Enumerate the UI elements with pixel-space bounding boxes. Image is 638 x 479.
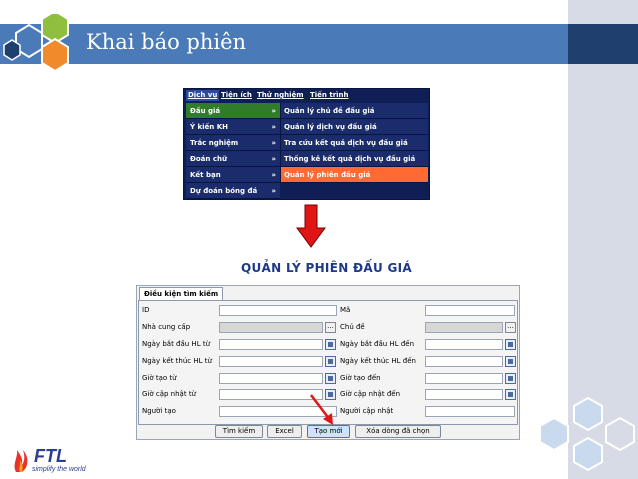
end-to-field[interactable]: [425, 356, 503, 367]
form-title: QUẢN LÝ PHIÊN ĐẤU GIÁ: [241, 261, 412, 275]
label-provider: Nhà cung cấp: [142, 323, 191, 331]
menu-item-du-doan-bong-da[interactable]: [186, 183, 280, 199]
slide-title: Khai báo phiên: [86, 30, 247, 54]
menu-item-label: Dự đoán bóng đá: [190, 187, 258, 195]
submenu-item-quan-ly-dich-vu[interactable]: Quản lý dịch vụ đấu giá: [280, 119, 428, 135]
ftl-logo: [10, 438, 102, 474]
hex-decor-icon: [536, 392, 638, 479]
start-from-field[interactable]: [219, 339, 323, 350]
menu-tab-tien-trinh[interactable]: Tiến trình: [310, 91, 349, 99]
menu-top-bar: [184, 89, 429, 102]
title-bar-accent: [568, 24, 638, 64]
label-creator: Người tạo: [142, 407, 176, 415]
label-code: Mã: [340, 306, 351, 314]
down-arrow-icon: [296, 204, 326, 248]
label-id: ID: [142, 306, 150, 314]
excel-button[interactable]: Excel: [267, 425, 302, 438]
chevron-right-icon: »: [271, 107, 276, 115]
calendar-icon[interactable]: [505, 356, 516, 367]
label-end-from: Ngày kết thúc HL từ: [142, 357, 212, 365]
delete-selected-button[interactable]: Xóa dòng đã chọn: [355, 425, 441, 438]
calendar-icon[interactable]: [325, 339, 336, 350]
label-created-from: Giờ tạo từ: [142, 374, 177, 382]
label-updater: Người cập nhật: [340, 407, 394, 415]
menu-item-label: Kết bạn: [190, 171, 221, 179]
svg-text:simplify the world: simplify the world: [32, 466, 86, 473]
label-updated-to: Giờ cập nhật đến: [340, 390, 401, 398]
topic-picker-button[interactable]: ...: [505, 322, 516, 333]
chevron-right-icon: »: [271, 187, 276, 195]
label-created-to: Giờ tạo đến: [340, 374, 381, 382]
provider-field[interactable]: [219, 322, 323, 333]
menu-tab-tien-ich[interactable]: Tiện ích: [221, 91, 252, 99]
menu-item-label: Ý kiến KH: [190, 123, 229, 131]
calendar-icon[interactable]: [505, 339, 516, 350]
created-to-field[interactable]: [425, 373, 503, 384]
menu-item-label: Đoán chữ: [190, 155, 227, 163]
menu-item-y-kien-kh[interactable]: [186, 119, 280, 135]
menu-item-doan-chu[interactable]: [186, 151, 280, 167]
provider-picker-button[interactable]: ...: [325, 322, 336, 333]
menu-tab-thu-nghiem[interactable]: Thử nghiệm: [257, 91, 304, 99]
end-from-field[interactable]: [219, 356, 323, 367]
submenu-item-quan-ly-phien[interactable]: Quản lý phiên đấu giá: [280, 167, 428, 183]
created-from-field[interactable]: [219, 373, 323, 384]
pointer-arrow-icon: [308, 392, 338, 428]
calendar-icon[interactable]: [325, 373, 336, 384]
updated-to-field[interactable]: [425, 389, 503, 400]
hex-cluster-icon: [2, 14, 84, 76]
menu-tab-dich-vu[interactable]: Dịch vụ: [188, 91, 218, 99]
id-field[interactable]: [219, 305, 337, 316]
label-start-to: Ngày bắt đầu HL đến: [340, 340, 415, 348]
submenu-item-tra-cuu-ket-qua[interactable]: Tra cứu kết quả dịch vụ đấu giá: [280, 135, 428, 151]
code-field[interactable]: [425, 305, 515, 316]
search-button[interactable]: Tìm kiếm: [215, 425, 263, 438]
menu-item-dau-gia[interactable]: [186, 103, 280, 119]
menu-item-label: Trắc nghiệm: [190, 139, 239, 147]
updater-field[interactable]: [425, 406, 515, 417]
calendar-icon[interactable]: [505, 373, 516, 384]
menu-left-column: [186, 103, 280, 199]
service-menu: [183, 88, 430, 200]
chevron-right-icon: »: [271, 139, 276, 147]
label-start-from: Ngày bắt đầu HL từ: [142, 340, 211, 348]
label-end-to: Ngày kết thúc HL đến: [340, 357, 416, 365]
calendar-icon[interactable]: [325, 356, 336, 367]
chevron-right-icon: »: [271, 171, 276, 179]
svg-text:FTL: FTL: [34, 446, 67, 466]
menu-item-label: Đấu giá: [190, 107, 221, 115]
menu-item-ket-ban[interactable]: [186, 167, 280, 183]
tab-search-conditions[interactable]: Điều kiện tìm kiếm: [139, 287, 223, 301]
calendar-icon[interactable]: [505, 389, 516, 400]
submenu-item-thong-ke-ket-qua[interactable]: Thống kê kết quả dịch vụ đấu giá: [280, 151, 428, 167]
create-new-button[interactable]: Tạo mới: [307, 425, 350, 438]
chevron-right-icon: »: [271, 155, 276, 163]
menu-submenu: [280, 103, 428, 183]
submenu-item-quan-ly-chu-de[interactable]: Quản lý chủ đề đấu giá: [280, 103, 428, 119]
chevron-right-icon: »: [271, 123, 276, 131]
menu-item-trac-nghiem[interactable]: [186, 135, 280, 151]
topic-field[interactable]: [425, 322, 503, 333]
label-updated-from: Giờ cập nhật từ: [142, 390, 196, 398]
label-topic: Chủ đề: [340, 323, 365, 331]
start-to-field[interactable]: [425, 339, 503, 350]
